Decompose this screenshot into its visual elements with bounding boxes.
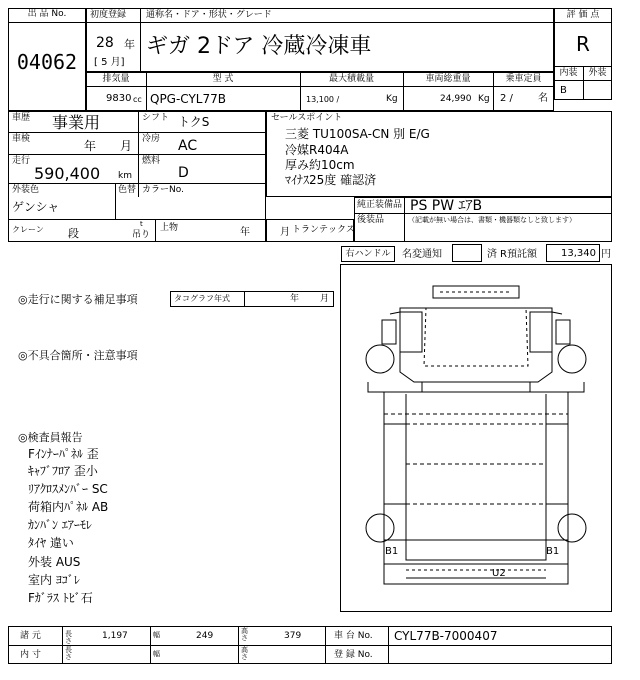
gross-weight-unit: Kg bbox=[478, 94, 490, 104]
inspector-line: 室内 ﾖｺﾞﾚ bbox=[28, 573, 80, 587]
crane-label: クレーン bbox=[12, 225, 44, 234]
length-value: 1,197 bbox=[102, 631, 128, 641]
aftermarket-label: 後装品 bbox=[357, 215, 385, 225]
lot-number: 04062 bbox=[16, 50, 78, 74]
inner-dims-label: 内 寸 bbox=[20, 650, 41, 660]
front-left-wheel bbox=[366, 345, 394, 373]
exterior-label: 外装 bbox=[588, 68, 607, 78]
inspector-line: Fｲﾝﾅｰﾊﾟﾈﾙ 歪 bbox=[28, 447, 99, 461]
reg-year-unit: 年 bbox=[124, 38, 135, 51]
chassis-value: CYL77B-7000407 bbox=[394, 629, 498, 643]
fuel-label: 燃料 bbox=[142, 156, 161, 166]
gross-weight-label: 車両総重量 bbox=[425, 74, 471, 84]
inspection-label: 車検 bbox=[12, 134, 31, 144]
capacity-value: 2 / bbox=[500, 93, 513, 104]
inspector-line: 外装 AUS bbox=[28, 555, 81, 569]
eval-label: 評 価 点 bbox=[566, 10, 600, 20]
lot-label: 出 品 No. bbox=[27, 9, 67, 19]
color-change-label: 色替 bbox=[118, 185, 137, 195]
registration-label: 登 録 No. bbox=[334, 650, 373, 660]
sales-points-label: セールスポイント bbox=[271, 113, 343, 123]
lift-year: 年 bbox=[240, 227, 250, 238]
inspector-line: ｷｬﾌﾞﾌﾛｱ 歪小 bbox=[28, 464, 98, 478]
ext-color-label: 外装色 bbox=[12, 185, 40, 195]
tachograph-month: 月 bbox=[320, 294, 330, 304]
rear-right-wheel bbox=[558, 514, 586, 542]
max-load-value: 13,100 / bbox=[306, 95, 340, 104]
chassis-label: 車 台 No. bbox=[334, 631, 373, 641]
inspection-month: 月 bbox=[120, 139, 133, 153]
inner-height-label: 高さ bbox=[241, 646, 248, 661]
genuine-equipment-label: 純正装備品 bbox=[357, 200, 403, 210]
capacity-unit: 名 bbox=[538, 93, 548, 104]
first-reg-label: 初度登録 bbox=[90, 10, 127, 20]
ac-label: 冷房 bbox=[142, 134, 161, 144]
front-right-wheel bbox=[558, 345, 586, 373]
color-no-label: カラーNo. bbox=[142, 185, 184, 195]
inner-width-label: 幅 bbox=[153, 650, 160, 658]
name-change-box bbox=[452, 244, 482, 262]
inspector-report-label: ◎検査員報告 bbox=[18, 431, 83, 444]
model-value: QPG-CYL77B bbox=[150, 92, 226, 106]
lift-month: 月 bbox=[280, 227, 290, 238]
height-label: 高さ bbox=[241, 627, 248, 642]
genuine-equipment-value: PS PW ｴｱB bbox=[410, 198, 483, 214]
cab-outline bbox=[400, 308, 552, 382]
model-type-label: 型 式 bbox=[212, 74, 234, 84]
defects-label: ◎不具合箇所・注意事項 bbox=[18, 349, 138, 362]
damage-mark-rear-left: B1 bbox=[385, 546, 399, 557]
inspection-year: 年 bbox=[84, 139, 97, 153]
recycle-amount: 13,340 bbox=[561, 248, 596, 259]
width-label: 幅 bbox=[153, 631, 160, 639]
recycle-prefix: 済 bbox=[487, 249, 497, 260]
tachograph-year: 年 bbox=[290, 294, 300, 304]
rhd-label: 右ハンドル bbox=[345, 249, 391, 259]
shift-value: トクS bbox=[178, 115, 210, 129]
windshield bbox=[424, 308, 528, 366]
reg-month: [ 5 月] bbox=[94, 57, 125, 68]
interior-score: B bbox=[560, 85, 567, 96]
recycle-label: R預託額 bbox=[500, 249, 537, 260]
max-load-unit: Kg bbox=[386, 94, 398, 104]
displacement-label: 排気量 bbox=[102, 74, 130, 84]
crane-stage: 段 bbox=[68, 227, 79, 240]
dims-label: 諸 元 bbox=[20, 631, 41, 641]
lift-label: 上物 bbox=[160, 223, 179, 233]
displacement-unit: cc bbox=[133, 95, 142, 104]
history-label: 車歴 bbox=[12, 113, 31, 123]
aftermarket-note: （記載が無い場合は、書類・機器類なしと致します） bbox=[408, 216, 576, 224]
fuel-value: D bbox=[178, 165, 189, 181]
cargo-body bbox=[384, 392, 568, 564]
damage-mark-rear: U2 bbox=[492, 568, 506, 579]
inspector-line: ｶﾝﾊﾞﾝ ｴｱｰﾓﾚ bbox=[28, 518, 92, 532]
model-desc-label: 通称名・ドア・形状・グレード bbox=[146, 10, 272, 20]
sales-point-line: 厚み約10cm bbox=[285, 158, 355, 172]
rear-left-wheel bbox=[366, 514, 394, 542]
inspector-line: Fｶﾞﾗｽ ﾄﾋﾞ石 bbox=[28, 591, 93, 605]
sales-point-line: 冷媒R404A bbox=[285, 143, 349, 157]
history-value: 事業用 bbox=[52, 113, 101, 132]
sales-point-line: 三菱 TU100SA-CN 別 E/G bbox=[285, 127, 430, 141]
height-value: 379 bbox=[284, 631, 302, 641]
inspector-line: ﾘｱｸﾛｽﾒﾝﾊﾞｰ SC bbox=[28, 482, 108, 496]
gross-weight-value: 24,990 bbox=[440, 94, 472, 104]
driving-notes-label: ◎走行に関する補足事項 bbox=[18, 293, 138, 306]
sales-point-line: ﾏｲﾅｽ25度 確認済 bbox=[285, 173, 377, 187]
mileage-value: 590,400 bbox=[34, 164, 101, 183]
max-load-label: 最大積載量 bbox=[328, 74, 374, 84]
capacity-label: 乗車定員 bbox=[505, 74, 542, 84]
recycle-unit: 円 bbox=[601, 249, 611, 260]
shift-label: シフト bbox=[142, 113, 170, 123]
length-label: 長さ bbox=[65, 630, 72, 645]
ac-value: AC bbox=[178, 138, 198, 154]
crane-ton: 吊り bbox=[132, 230, 151, 240]
inspector-line: 荷箱内ﾊﾟﾈﾙ AB bbox=[28, 500, 109, 514]
inner-length-label: 長さ bbox=[65, 646, 72, 661]
vehicle-name: ギガ 2ドア 冷蔵冷凍車 bbox=[146, 34, 372, 59]
reg-year: 28 bbox=[96, 35, 114, 51]
mileage-label: 走行 bbox=[12, 156, 31, 166]
name-change-label: 名変通知 bbox=[402, 249, 442, 260]
width-value: 249 bbox=[196, 631, 214, 641]
damage-mark-rear-right: B1 bbox=[546, 546, 560, 557]
tachograph-label: タコグラフ年式 bbox=[174, 294, 230, 303]
mileage-unit: km bbox=[118, 171, 132, 181]
displacement-value: 9830 bbox=[106, 93, 132, 104]
lift-maker: トランテックス bbox=[292, 225, 355, 235]
interior-label: 内装 bbox=[559, 68, 578, 78]
eval-score: R bbox=[576, 32, 590, 56]
ext-color-value: ゲンシャ bbox=[12, 200, 60, 214]
truck-outline-diagram bbox=[340, 264, 612, 612]
inspector-line: ﾀｲﾔ 違い bbox=[28, 536, 74, 550]
crane-ton-unit: t bbox=[140, 220, 143, 228]
